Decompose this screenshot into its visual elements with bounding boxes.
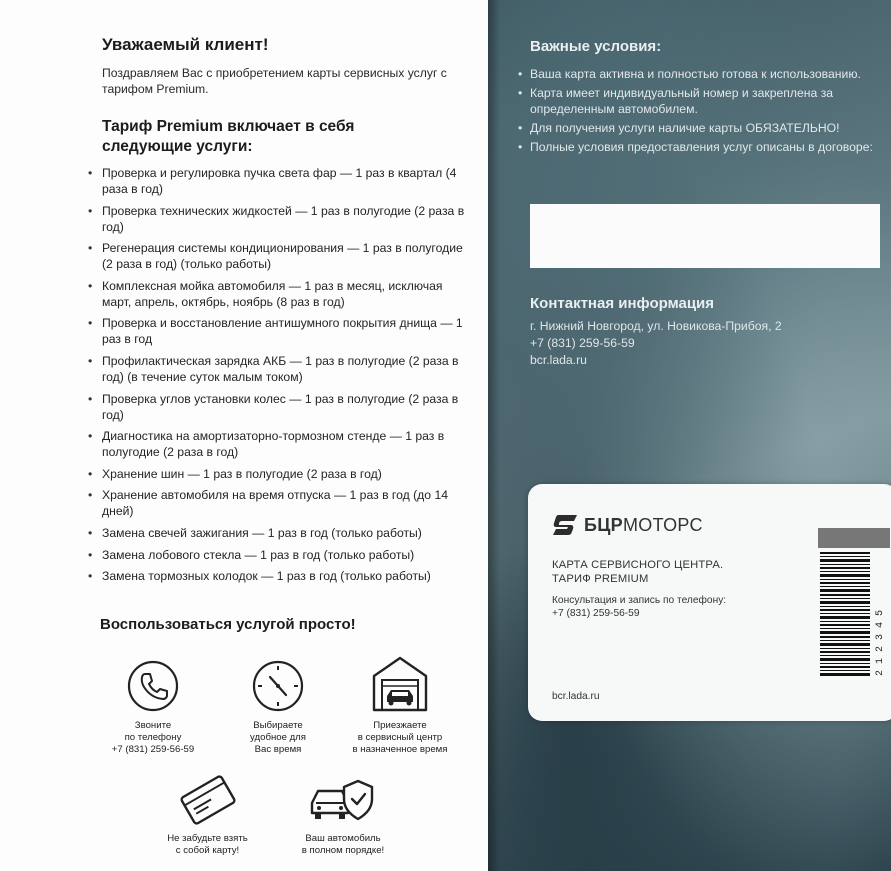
intro-text: Поздравляем Вас с приобретением карты сервисных услуг с тарифом Premium.: [102, 66, 447, 96]
phone-icon: [127, 660, 179, 712]
card-icon: [177, 775, 239, 825]
garage-car-icon: [370, 654, 430, 712]
condition-item: • Карта имеет индивидуальный номер и закреплена за определенным автомобилем.: [518, 85, 888, 117]
card-phone-number: +7 (831) 259-56-59: [552, 608, 640, 619]
car-shield-icon: [308, 775, 378, 825]
service-item: • Проверка и регулировка пучка света фар — 1 раз в квартал (4 раза в год): [88, 165, 473, 197]
step-arrive: [340, 654, 460, 756]
clock-icon: [252, 660, 304, 712]
service-item: • Хранение шин — 1 раз в полугодие (2 раза в год): [88, 466, 473, 482]
service-item: • Хранение автомобиля на время отпуска — 1 раз в год (до 14 дней): [88, 487, 473, 519]
step-text: в сервисный центр: [357, 732, 443, 743]
barcode-number: 2 1 2 3 4 5: [875, 609, 886, 676]
contact-title: Контактная информация: [530, 295, 715, 312]
brand-name-bold: БЦР: [584, 514, 623, 535]
tariff-title: Тариф Premium включает в себя следующие услуги:: [102, 118, 355, 155]
service-item: • Замена свечей зажигания — 1 раз в год (только работы): [88, 525, 473, 541]
card-website: bcr.lada.ru: [552, 691, 600, 702]
card-phone: [552, 594, 726, 620]
brand-logo: [552, 514, 703, 536]
step-text: Не забудьте взять: [167, 833, 248, 844]
service-item: • Замена лобового стекла — 1 раз в год (только работы): [88, 547, 473, 563]
service-item: • Комплексная мойка автомобиля — 1 раз в месяц, исключая март, апрель, октябрь, ноябрь (8 раз в год): [88, 278, 473, 310]
step-text: Ваш автомобиль: [305, 833, 381, 844]
brand-mark-icon: [552, 514, 578, 536]
conditions-title: Важные условия:: [530, 38, 662, 55]
contact-info: [530, 318, 782, 369]
contact-phone: +7 (831) 259-56-59: [530, 336, 635, 350]
service-item: • Профилактическая зарядка АКБ — 1 раз в полугодие (2 раза в год) (в течение суток малым током): [88, 353, 473, 385]
step-call: [103, 660, 203, 756]
step-text: Приезжаете: [373, 720, 427, 731]
greeting-heading: Уважаемый клиент!: [102, 35, 269, 54]
card-title: [552, 558, 723, 586]
brand-name-light: МОТОРС: [623, 514, 703, 535]
service-item: • Регенерация системы кондиционирования — 1 раз в полугодие (2 раза в год) (только работы): [88, 240, 473, 272]
service-item: • Проверка технических жидкостей — 1 раз в полугодие (2 раза в год): [88, 203, 473, 235]
brand-name: [584, 515, 703, 536]
step-text: Звоните: [134, 720, 172, 731]
card-phone-label: Консультация и запись по телефону:: [552, 595, 727, 606]
step-card: [150, 775, 265, 857]
condition-item: • Полные условия предоставления услуг описаны в договоре:: [518, 139, 888, 155]
condition-item: • Для получения услуги наличие карты ОБЯЗАТЕЛЬНО!: [518, 120, 888, 136]
step-text: удобное для: [250, 732, 306, 743]
step-text: по телефону: [124, 732, 182, 743]
step-done: [283, 775, 403, 857]
service-item: • Замена тормозных колодок — 1 раз в год (только работы): [88, 568, 473, 584]
step-text: с собой карту!: [175, 845, 240, 856]
service-item: • Проверка и восстановление антишумного покрытия днища — 1 раз в год: [88, 315, 473, 347]
step-text: в полном порядке!: [301, 845, 385, 856]
step-text: Выбираете: [253, 720, 303, 731]
step-text: Вас время: [254, 744, 302, 755]
condition-item: • Ваша карта активна и полностью готова к использованию.: [518, 66, 888, 82]
card-title-line: КАРТА СЕРВИСНОГО ЦЕНТРА.: [552, 559, 724, 571]
step-text: в назначенное время: [352, 744, 448, 755]
service-item: • Диагностика на амортизаторно-тормозном стенде — 1 раз в полугодие (2 раза в год): [88, 428, 473, 460]
card-title-line: ТАРИФ PREMIUM: [552, 573, 649, 585]
contract-field: [530, 204, 880, 268]
step-text: +7 (831) 259-56-59: [111, 744, 195, 755]
contact-address: г. Нижний Новгород, ул. Новикова-Прибоя, 2: [530, 319, 782, 333]
easy-title: Воспользоваться услугой просто!: [100, 616, 356, 633]
step-time: [228, 660, 328, 756]
contact-website: bcr.lada.ru: [530, 353, 587, 367]
conditions-list: [518, 66, 888, 158]
right-panel: [488, 0, 891, 871]
service-card: [528, 484, 891, 721]
barcode: [818, 528, 890, 680]
service-item: • Проверка углов установки колес — 1 раз в полугодие (2 раза в год): [88, 391, 473, 423]
services-list: [88, 165, 473, 590]
fold-shadow: [488, 0, 500, 871]
